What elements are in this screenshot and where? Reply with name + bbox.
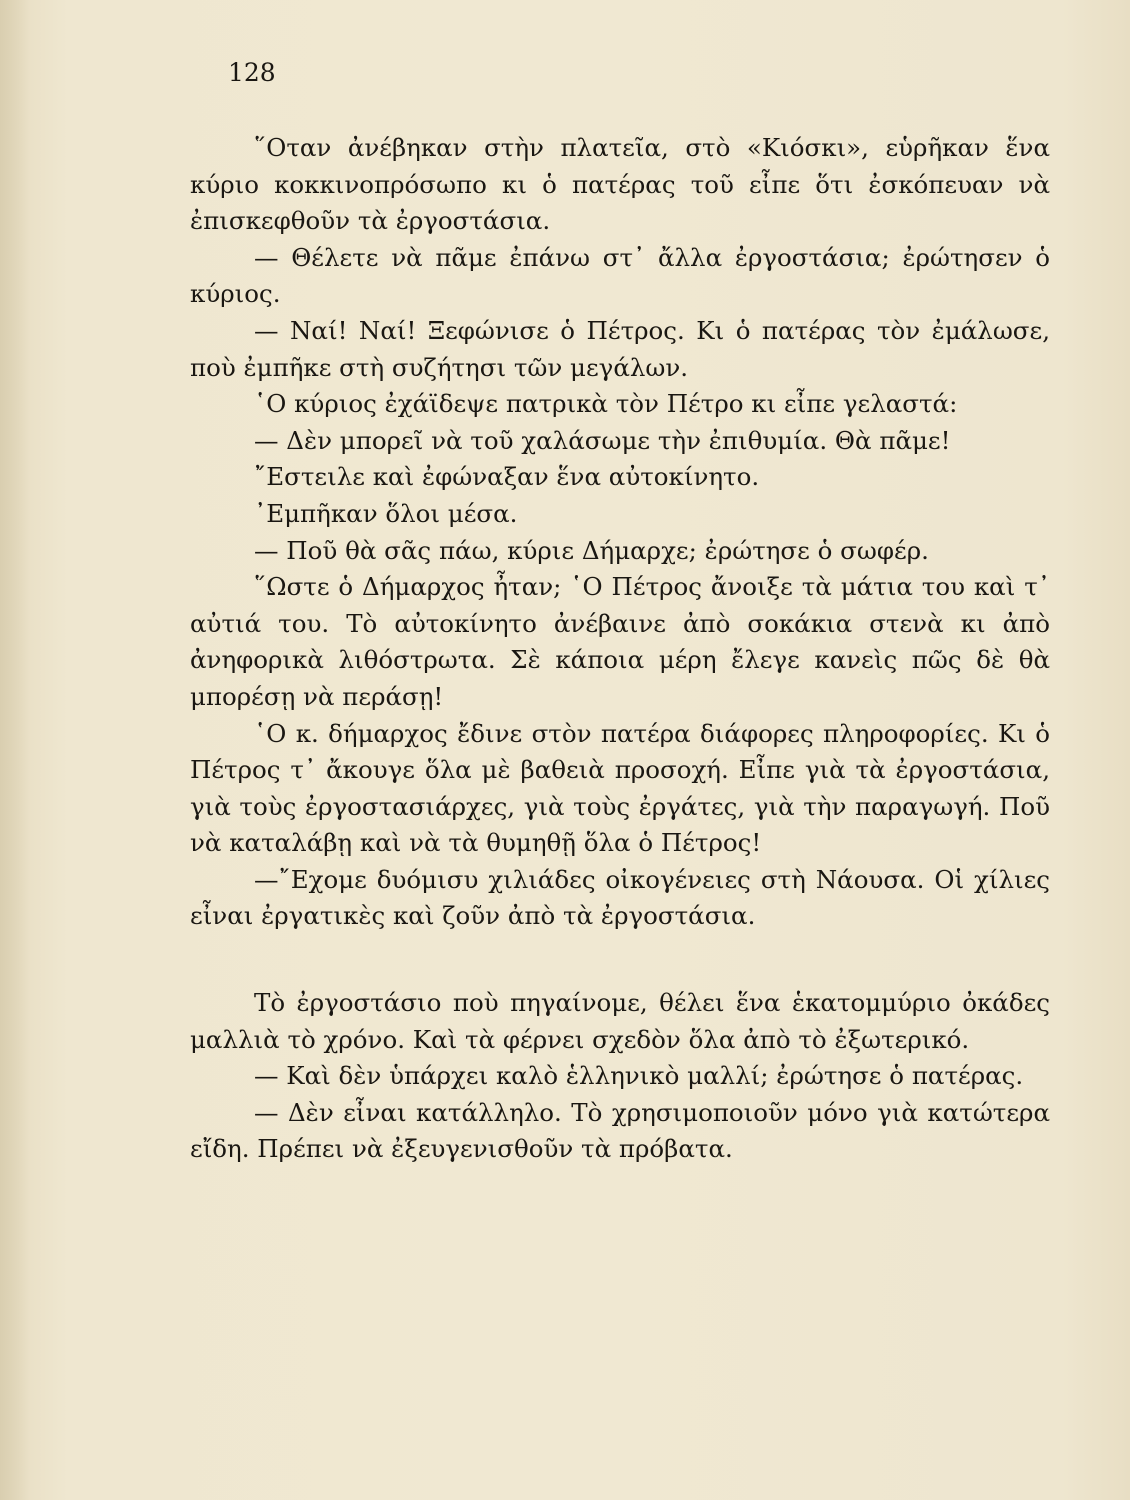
paragraph: —῎Εχομε δυόμισυ χιλιάδες οἰκογένειες στὴ Νάουσα. Οἱ χίλιες εἶναι ἐργατικὲς καὶ ζοῦν ἀπὸ τὰ ἐργοστάσια. (190, 864, 1050, 931)
paragraph: — Δὲν εἶναι κατάλληλο. Τὸ χρησιμοποιοῦν μόνο γιὰ κατώτερα εἴδη. Πρέπει νὰ ἐξευγενισθοῦν τὰ πρόβατα. (190, 1097, 1050, 1164)
paragraph: ῞Ωστε ὁ Δήμαρχος ἦταν; ῾Ο Πέτρος ἄνοιξε τὰ μάτια του καὶ τ᾽ αὐτιά του. Τὸ αὐτοκίνητο ἀνέβαινε ἀπὸ σοκάκια στενὰ κι ἀπὸ ἀνηφορικὰ λιθόστρωτα. Σὲ κάποια μέρη ἔλεγε κανεὶς πῶς δὲ θὰ μπορέσῃ νὰ περάσῃ! (190, 572, 1050, 711)
paragraph: — Καὶ δὲν ὑπάρχει καλὸ ἑλληνικὸ μαλλί; ἐρώτησε ὁ πατέρας. (254, 1061, 1024, 1091)
paragraph: — Δὲν μπορεῖ νὰ τοῦ χαλάσωμε τὴν ἐπιθυμία. Θὰ πᾶμε! (254, 425, 951, 455)
paragraph: — Θέλετε νὰ πᾶμε ἐπάνω στ᾽ ἄλλα ἐργοστάσια; ἐρώτησεν ὁ κύριος. (190, 242, 1050, 309)
paragraph: ῾Ο κύριος ἐχάϊδεψε πατρικὰ τὸν Πέτρο κι εἶπε γελαστά: (254, 389, 958, 419)
paragraph: Τὸ ἐργοστάσιο ποὺ πηγαίνομε, θέλει ἕνα ἑκατομμύριο ὀκάδες μαλλιὰ τὸ χρόνο. Καὶ τὰ φέρνει σχεδὸν ὅλα ἀπὸ τὸ ἐξωτερικό. (190, 988, 1050, 1054)
paragraph: ῞Οταν ἀνέβηκαν στὴν πλατεῖα, στὸ «Κιόσκι», εὑρῆκαν ἕνα κύριο κοκκινοπρόσωπο κι ὁ πατέρας τοῦ εἶπε ὅτι ἐσκόπευαν νὰ ἐπισκεφθοῦν τὰ ἐργοστάσια. (190, 133, 1050, 236)
paragraph: ᾽Εμπῆκαν ὅλοι μέσα. (254, 498, 518, 528)
page-gutter-shadow (0, 0, 30, 1500)
paragraph: ῎Εστειλε καὶ ἐφώναξαν ἕνα αὐτοκίνητο. (254, 462, 760, 492)
paragraph: — Ποῦ θὰ σᾶς πάω, κύριε Δήμαρχε; ἐρώτησε ὁ σωφέρ. (254, 535, 929, 565)
body-text (190, 130, 1050, 1168)
paragraph: — Ναί! Ναί! Ξεφώνισε ὁ Πέτρος. Κι ὁ πατέρας τὸν ἐμάλωσε, ποὺ ἐμπῆκε στὴ συζήτησι τῶν μεγάλων. (190, 315, 1050, 382)
paragraph: ῾Ο κ. δήμαρχος ἔδινε στὸν πατέρα διάφορες πληροφορίες. Κι ὁ Πέτρος τ᾽ ἄκουγε ὅλα μὲ βαθειὰ προσοχή. Εἶπε γιὰ τὰ ἐργοστάσια, γιὰ τοὺς ἐργοστασιάρχες, γιὰ τοὺς ἐργάτες, γιὰ τὴν παραγωγή. Ποῦ νὰ καταλάβῃ καὶ νὰ τὰ θυμηθῇ ὅλα ὁ Πέτρος! (190, 718, 1050, 858)
page-number: 128 (228, 58, 276, 87)
